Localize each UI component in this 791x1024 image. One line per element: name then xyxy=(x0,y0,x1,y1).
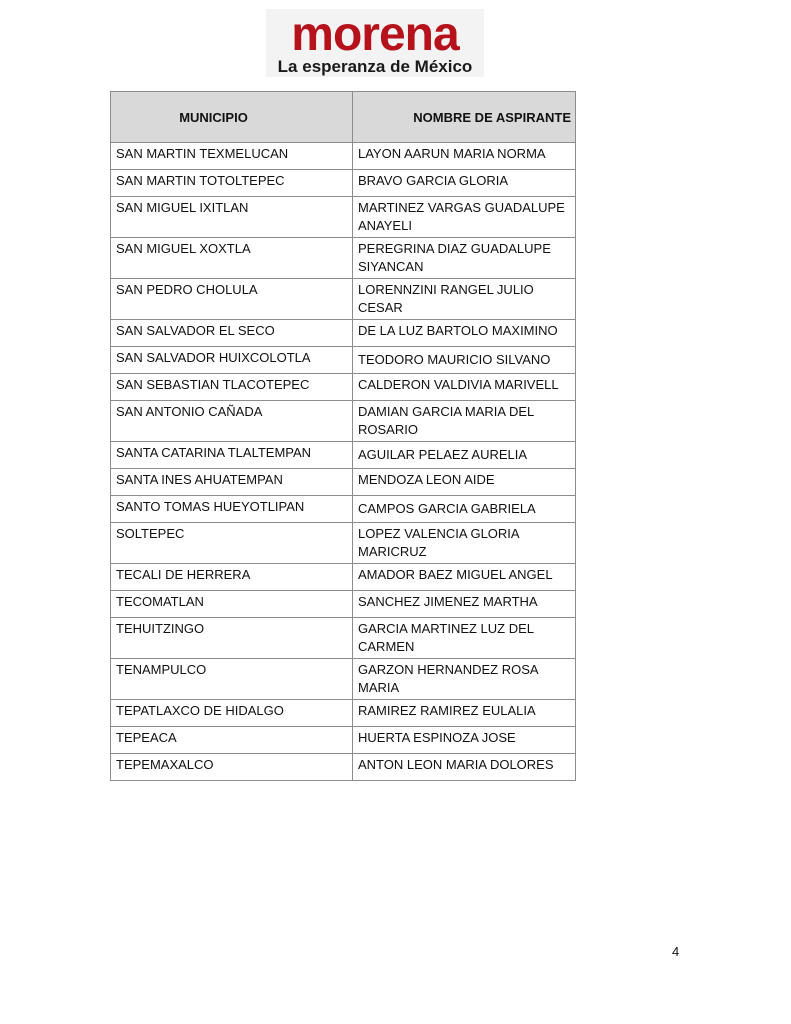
aspirante-cell: CALDERON VALDIVIA MARIVELL xyxy=(353,374,576,401)
table-row xyxy=(111,727,576,754)
aspirante-cell: DAMIAN GARCIA MARIA DEL ROSARIO xyxy=(353,401,576,442)
municipio-cell: TEPATLAXCO DE HIDALGO xyxy=(111,700,353,727)
aspirante-cell: ANTON LEON MARIA DOLORES xyxy=(353,754,576,781)
municipio-cell: SAN MIGUEL IXITLAN xyxy=(111,197,353,238)
table-row xyxy=(111,618,576,659)
aspirante-cell: AMADOR BAEZ MIGUEL ANGEL xyxy=(353,564,576,591)
table-row xyxy=(111,591,576,618)
municipio-cell: SAN MARTIN TEXMELUCAN xyxy=(111,143,353,170)
table-row xyxy=(111,197,576,238)
aspirante-cell: HUERTA ESPINOZA JOSE xyxy=(353,727,576,754)
table-row xyxy=(111,754,576,781)
aspirante-cell: MARTINEZ VARGAS GUADALUPE ANAYELI xyxy=(353,197,576,238)
municipio-cell: SAN PEDRO CHOLULA xyxy=(111,279,353,320)
aspirante-cell: BRAVO GARCIA GLORIA xyxy=(353,170,576,197)
municipio-cell: TEPEMAXALCO xyxy=(111,754,353,781)
municipio-cell: TECOMATLAN xyxy=(111,591,353,618)
aspirante-cell: TEODORO MAURICIO SILVANO xyxy=(353,347,576,374)
table-row xyxy=(111,143,576,170)
column-header-municipio: MUNICIPIO xyxy=(111,92,353,143)
municipio-cell: SAN MIGUEL XOXTLA xyxy=(111,238,353,279)
table-header-row xyxy=(111,92,576,143)
table-row xyxy=(111,401,576,442)
municipio-cell: SANTA CATARINA TLALTEMPAN xyxy=(111,442,353,469)
aspirante-cell: GARCIA MARTINEZ LUZ DEL CARMEN xyxy=(353,618,576,659)
morena-logo xyxy=(266,9,484,77)
page-number: 4 xyxy=(672,944,680,959)
table-row xyxy=(111,496,576,523)
table-row xyxy=(111,469,576,496)
table-row xyxy=(111,523,576,564)
table-row xyxy=(111,442,576,469)
aspirante-cell: RAMIREZ RAMIREZ EULALIA xyxy=(353,700,576,727)
logo-tagline: La esperanza de México xyxy=(277,57,473,76)
municipio-cell: SANTA INES AHUATEMPAN xyxy=(111,469,353,496)
logo-wordmark: morena xyxy=(291,8,459,61)
municipio-cell: SANTO TOMAS HUEYOTLIPAN xyxy=(111,496,353,523)
aspirante-cell: GARZON HERNANDEZ ROSA MARIA xyxy=(353,659,576,700)
municipio-cell: TEHUITZINGO xyxy=(111,618,353,659)
table-row xyxy=(111,238,576,279)
municipio-cell: TEPEACA xyxy=(111,727,353,754)
table-row xyxy=(111,700,576,727)
municipio-cell: TECALI DE HERRERA xyxy=(111,564,353,591)
aspirante-cell: MENDOZA LEON AIDE xyxy=(353,469,576,496)
table-row xyxy=(111,170,576,197)
municipio-cell: SAN MARTIN TOTOLTEPEC xyxy=(111,170,353,197)
table-row xyxy=(111,320,576,347)
aspirante-cell: DE LA LUZ BARTOLO MAXIMINO xyxy=(353,320,576,347)
municipio-cell: SAN SALVADOR EL SECO xyxy=(111,320,353,347)
table-row xyxy=(111,374,576,401)
municipio-cell: SOLTEPEC xyxy=(111,523,353,564)
municipio-cell: SAN SALVADOR HUIXCOLOTLA xyxy=(111,347,353,374)
column-header-aspirante: NOMBRE DE ASPIRANTE xyxy=(353,92,576,143)
table-row xyxy=(111,279,576,320)
candidates-table xyxy=(110,91,576,781)
aspirante-cell: PEREGRINA DIAZ GUADALUPE SIYANCAN xyxy=(353,238,576,279)
aspirante-cell: SANCHEZ JIMENEZ MARTHA xyxy=(353,591,576,618)
aspirante-cell: AGUILAR PELAEZ AURELIA xyxy=(353,442,576,469)
municipio-cell: SAN SEBASTIAN TLACOTEPEC xyxy=(111,374,353,401)
aspirante-cell: LAYON AARUN MARIA NORMA xyxy=(353,143,576,170)
table-row xyxy=(111,347,576,374)
municipio-cell: SAN ANTONIO CAÑADA xyxy=(111,401,353,442)
aspirante-cell: CAMPOS GARCIA GABRIELA xyxy=(353,496,576,523)
table-row xyxy=(111,659,576,700)
municipio-cell: TENAMPULCO xyxy=(111,659,353,700)
table-row xyxy=(111,564,576,591)
aspirante-cell: LORENNZINI RANGEL JULIO CESAR xyxy=(353,279,576,320)
aspirante-cell: LOPEZ VALENCIA GLORIA MARICRUZ xyxy=(353,523,576,564)
